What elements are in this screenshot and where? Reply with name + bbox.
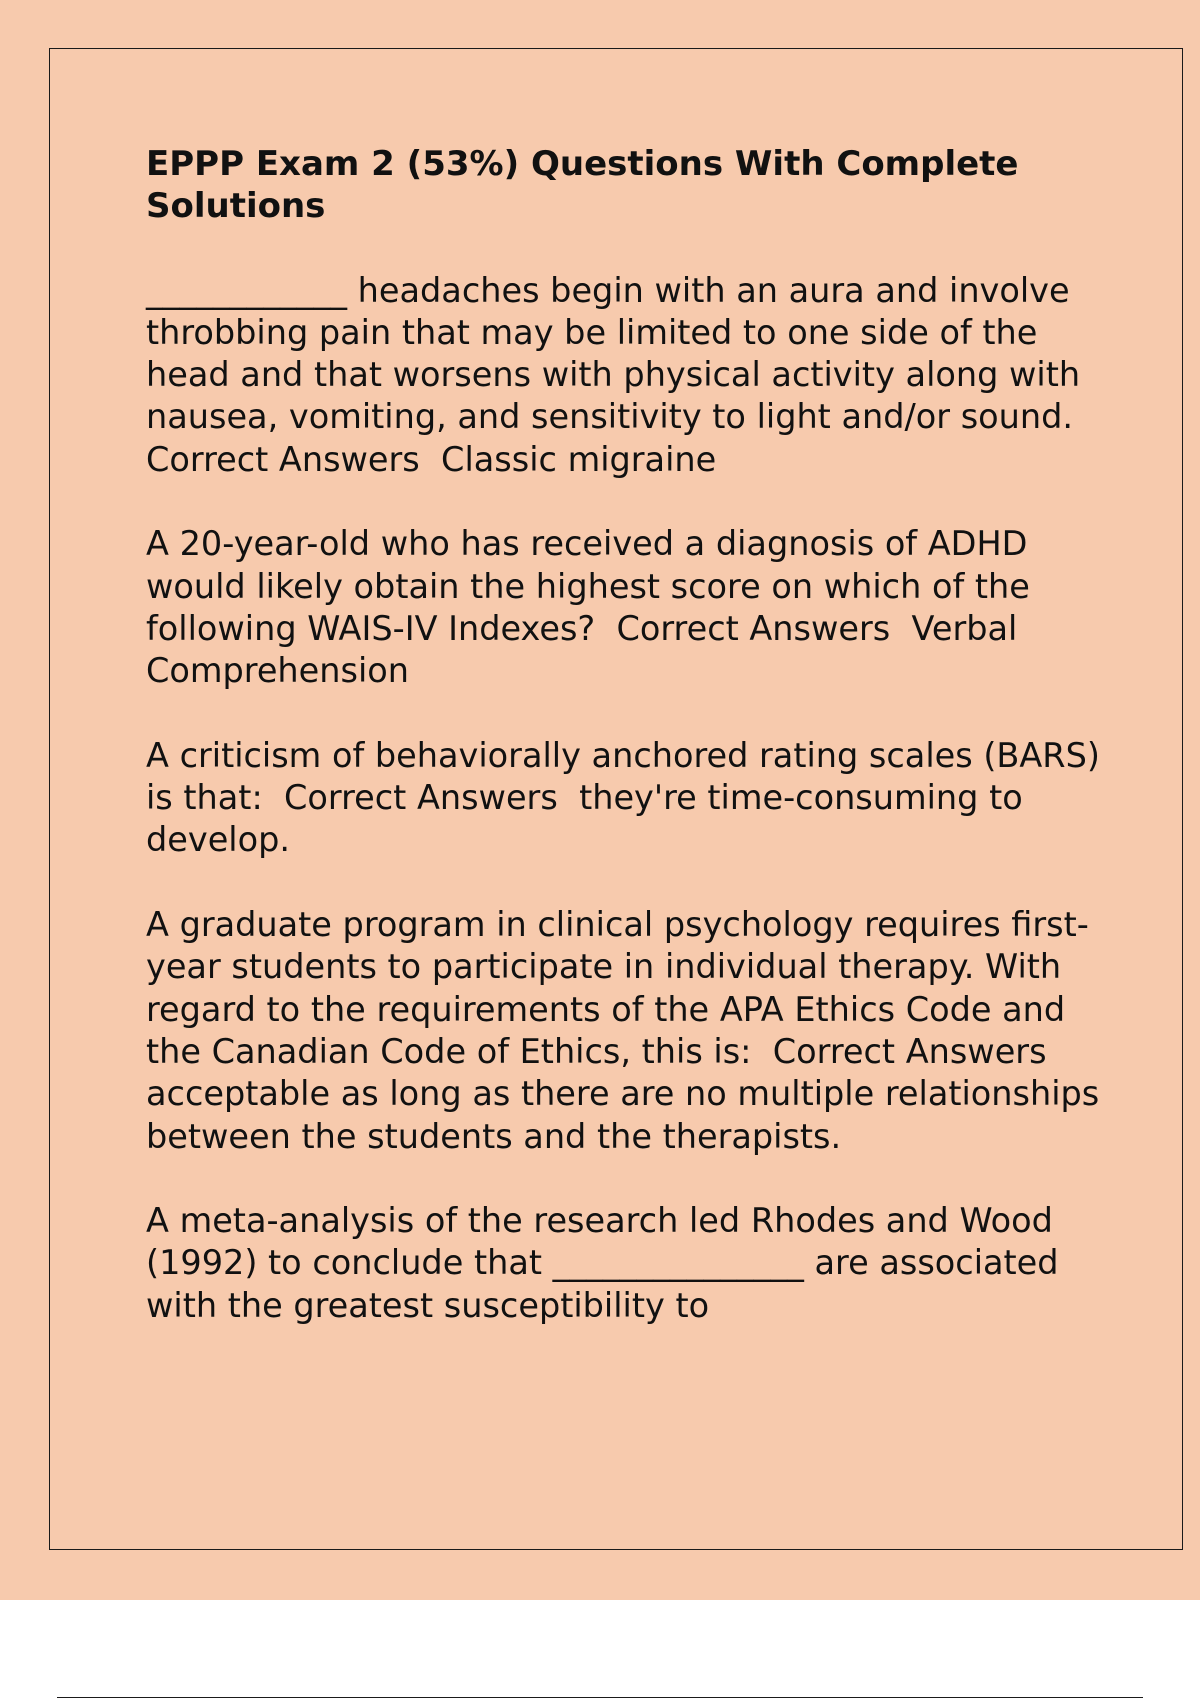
question-answer-5: A meta-analysis of the research led Rhodes and Wood (1992) to conclude that _______________ are associated with the greatest susceptibility to [146, 1201, 1070, 1325]
question-answer-4: A graduate program in clinical psychology requires first-year students to participate in individual therapy. With regard to the requirements of the APA Ethics Code and the Canadian Code of Ethics, this is: Correct Answers acceptable as long as there are no multiple relationships between the students and the therapists. [146, 905, 1110, 1156]
document-title: EPPP Exam 2 (53%) Questions With Complete Solutions [146, 144, 1019, 227]
question-answer-3: A criticism of behaviorally anchored rating scales (BARS) is that: Correct Answers they're time-consuming to develop. [146, 735, 1111, 860]
question-answer-2: A 20-year-old who has received a diagnosis of ADHD would likely obtain the highest score on which of the following WAIS-IV Indexes? Correct Answers Verbal Comprehension [146, 524, 1041, 691]
document-body [146, 143, 1111, 1369]
footer-divider [57, 1697, 1143, 1698]
question-answer-1: ____________ headaches begin with an aura and involve throbbing pain that may be limited to one side of the head and that worsens with physical activity along with nausea, vomiting, and sensitivity to light and/or sound. Correct Answers Classic migraine [146, 270, 1095, 479]
